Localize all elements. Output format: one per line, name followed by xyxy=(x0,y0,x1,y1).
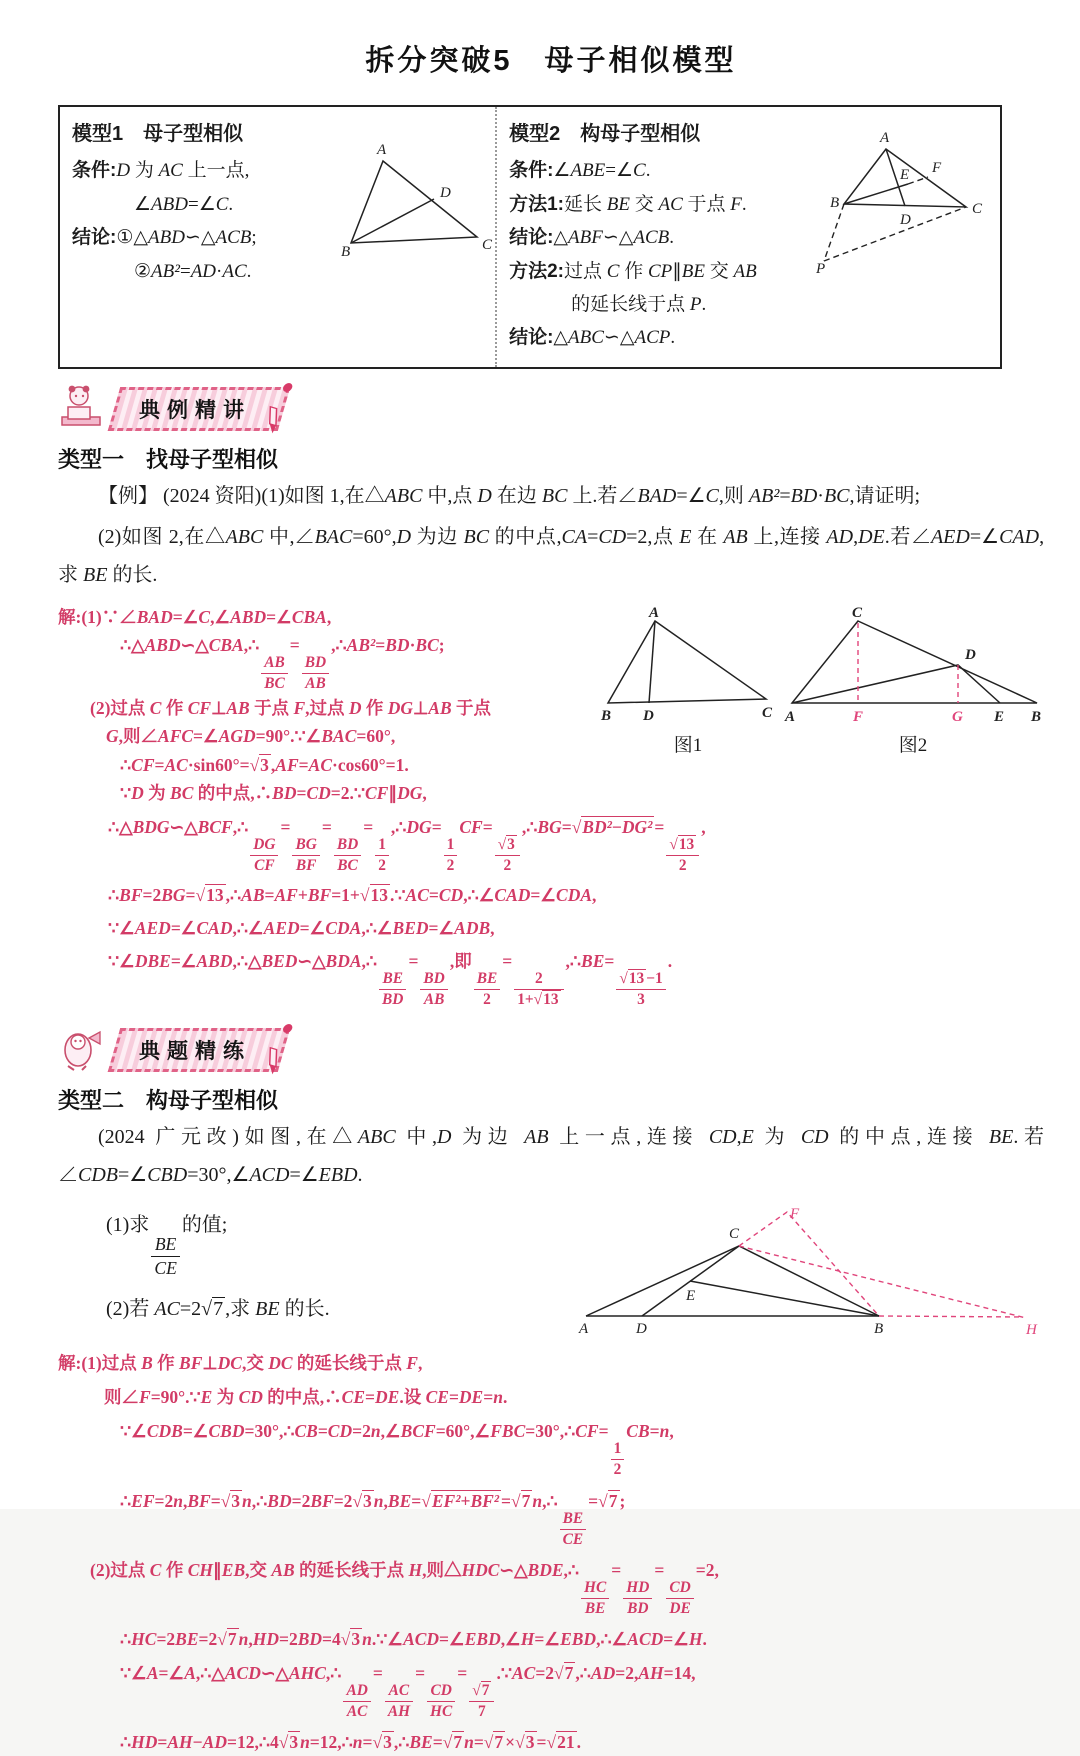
problem2-text xyxy=(58,1119,1044,1194)
solution1-left-column xyxy=(58,603,598,808)
row-text: D 为 AC 上一点, xyxy=(116,160,250,182)
section-badge xyxy=(108,1028,291,1072)
solution-line: ∵∠CDB=∠CBD=30°,∴CB=CD=2n,∠BCF=60°,∠FBC=30°,∴CF= $\frac{1}{2}$ CB=n, xyxy=(120,1421,674,1479)
vertex-label: C xyxy=(852,606,863,621)
student-mascot-icon xyxy=(58,383,104,431)
solution-line: ∴HD=AH−AD=12,∴4√3 n=12,∴n=√3 ,∴BE=√7 n=√7 ×√3 =√21 . xyxy=(120,1732,581,1753)
solution-line: ∴△ABD∽△CBA,∴ $\frac{AB}{BC}$ = $\frac{BD}{AB}$ ,∴AB²=BD·BC; xyxy=(120,634,445,693)
problem1-text xyxy=(58,478,1044,595)
vertex-label: D xyxy=(440,185,451,201)
solution1-full-lines xyxy=(58,814,1044,1011)
row-label: 结论: xyxy=(72,227,117,249)
vertex-label: A xyxy=(377,142,387,158)
model1-title: 模型1 母子型相似 xyxy=(72,123,244,145)
problem2-questions xyxy=(58,1196,574,1343)
vertex-label: E xyxy=(900,167,910,183)
badge-label: 典题精练 xyxy=(139,1040,251,1064)
solution-line: G,则∠AFC=∠AGD=90°.∵∠BAC=60°, xyxy=(106,726,396,747)
problem1-paragraph-1: 【例】 (2024 资阳)(1)如图 1,在△ABC 中,点 D 在边 BC 上.若∠BAD=∠C,则 AB²=BD·BC,请证明; xyxy=(98,484,921,507)
row-text: ∠ABE=∠C. xyxy=(553,160,651,182)
vertex-label: D xyxy=(965,646,976,663)
vertex-label: B xyxy=(341,244,351,259)
figure3-block xyxy=(574,1196,1044,1343)
type2-heading: 类型二 构母子型相似 xyxy=(58,1088,279,1114)
model1-row xyxy=(72,255,489,288)
solution-line: (2)过点 C 作 CH∥EB,交 AB 的延长线于点 H,则△HDC∽△BDE,∴ $\frac{HC}{BE}$ = $\frac{HD}{BD}$ = $\frac{CD}{DE}$ =2, xyxy=(90,1559,719,1617)
vertex-label: F xyxy=(790,1206,800,1223)
vertex-label: B xyxy=(1031,708,1042,725)
solution-line: 则∠F=90°.∵E 为 CD 的中点,∴CE=DE.设 CE=DE=n. xyxy=(104,1387,508,1408)
solution-line: ∴BF=2BG=√13 ,∴AB=AF+BF=1+√13 .∵AC=CD,∴∠CAD=∠CDA, xyxy=(108,884,597,905)
row-label: 方法1: xyxy=(509,193,564,215)
section-badge xyxy=(108,387,291,431)
solution1-figures xyxy=(598,603,1044,808)
model2-triangle-figure xyxy=(816,127,1004,279)
solution-line: ∵∠AED=∠CAD,∴∠AED=∠CDA,∴∠BED=∠ADB, xyxy=(108,917,495,938)
row-label: 条件: xyxy=(72,160,117,182)
vertex-label: B xyxy=(874,1321,884,1338)
row-text: △ABF∽△ACB. xyxy=(553,227,675,249)
solution1-block xyxy=(58,603,1044,808)
problem2-questions-row xyxy=(58,1196,1044,1343)
vertex-label: C xyxy=(482,237,493,253)
row-label: 结论: xyxy=(509,327,554,349)
solution-line: 解:(1)过点 B 作 BF⊥DC,交 DC 的延长线于点 F, xyxy=(58,1353,423,1374)
row-label: 方法2: xyxy=(509,260,564,282)
vertex-label: F xyxy=(853,708,864,725)
practice-badge-row xyxy=(58,1024,1044,1072)
page-title: 拆分突破5 母子相似模型 xyxy=(365,45,737,77)
vertex-label: A xyxy=(649,606,660,621)
model2-row xyxy=(509,288,994,321)
vertex-label: A xyxy=(880,130,890,146)
pencil-icon xyxy=(265,403,281,436)
figure2-triangle xyxy=(782,607,1044,725)
vertex-label: G xyxy=(952,708,963,725)
vertex-label: C xyxy=(762,704,773,721)
figure3-triangle xyxy=(574,1206,1044,1338)
row-label: 条件: xyxy=(509,160,554,182)
type1-heading: 类型一 找母子型相似 xyxy=(58,446,279,472)
lesson-badge-row xyxy=(58,383,1044,431)
solution-line: ∴△BDG∽△BCF,∴ $\frac{DG}{CF}$ = $\frac{BG}{BF}$ = $\frac{BD}{BC}$ = $\frac{1}{2}$ ,∴DG= $\frac{1}{2}$ CF= $\frac{√3}{2}$ ,∴BG=√BD²−DG² = $\frac{√13}{2}$ , xyxy=(108,816,706,874)
vertex-label: B xyxy=(830,195,840,211)
solution-line: ∴CF=AC·sin60°=√3 ,AF=AC·cos60°=1. xyxy=(120,754,409,775)
solution-line: ∵D 为 BC 的中点,∴BD=CD=2.∵CF∥DG, xyxy=(120,783,427,804)
question-1: (1)求 $\frac{BE}{CE}$ 的值; xyxy=(106,1214,228,1278)
vertex-label: C xyxy=(729,1226,740,1243)
vertex-label: D xyxy=(900,212,911,228)
vertex-label: E xyxy=(994,708,1005,725)
cheer-mascot-icon xyxy=(58,1024,104,1072)
figure2-caption: 图2 xyxy=(898,734,928,756)
model1-panel xyxy=(60,107,497,367)
figure1-triangle xyxy=(598,607,778,725)
model2-panel xyxy=(497,107,1000,367)
figure2-block xyxy=(782,607,1044,808)
vertex-label: P xyxy=(816,261,826,277)
row-text: 延长 BE 交 AC 于点 F. xyxy=(563,193,747,215)
solution-line: ∵∠A=∠A,∴△ACD∽△AHC,∴ $\frac{AD}{AC}$ = $\frac{AC}{AH}$ = $\frac{CD}{HC}$ = $\frac{√7}{7}$ .∵AC=2√7 ,∴AD=2,AH=14, xyxy=(120,1662,696,1721)
vertex-label: B xyxy=(601,707,612,724)
vertex-label: E xyxy=(686,1288,696,1305)
solution-line: (2)过点 C 作 CF⊥AB 于点 F,过点 D 作 DG⊥AB 于点 xyxy=(90,698,492,719)
figure1-caption: 图1 xyxy=(673,734,703,756)
vertex-label: F xyxy=(932,160,942,176)
row-text: △ABC∽△ACP. xyxy=(553,327,676,349)
vertex-label: D xyxy=(643,707,654,724)
problem1-paragraph-2: (2)如图 2,在△ABC 中,∠BAC=60°,D 为边 BC 的中点,CA=CD=2,点 E 在 AB 上,连接 AD,DE.若∠AED=∠CAD,求 BE 的长. xyxy=(58,526,1045,586)
question-2: (2)若 AC=2√7 ,求 BE 的长. xyxy=(106,1297,330,1320)
solution-line: 解:(1)∵∠BAD=∠C,∠ABD=∠CBA, xyxy=(58,606,332,627)
row-text: ②AB²=AD·AC. xyxy=(134,260,252,282)
model2-row xyxy=(509,321,994,354)
model1-triangle-figure xyxy=(341,141,493,259)
vertex-label: A xyxy=(579,1321,589,1338)
model2-title: 模型2 构母子型相似 xyxy=(509,123,701,145)
row-text: 过点 C 作 CP∥BE 交 AB xyxy=(563,260,757,282)
solution-line: ∴HC=2BE=2√7 n,HD=2BD=4√3 n.∵∠ACD=∠EBD,∠H=∠EBD,∴∠ACD=∠H. xyxy=(120,1628,707,1649)
solution2-block xyxy=(58,1349,1044,1756)
solution-line: ∴EF=2n,BF=√3 n,∴BD=2BF=2√3 n,BE=√EF²+BF² =√7 n,∴ $\frac{BE}{CE}$ =√7 ; xyxy=(120,1490,626,1548)
solution-line: ∵∠DBE=∠ABD,∴△BED∽△BDA,∴ $\frac{BE}{BD}$ = $\frac{BD}{AB}$ ,即 $\frac{BE}{2}$ = $\frac{2}{1+√13}$ ,∴BE= $\frac{√13 -1}{3}$ . xyxy=(108,950,673,1009)
row-label: 结论: xyxy=(509,227,554,249)
row-text: ①△ABD∽△ACB; xyxy=(116,227,257,249)
badge-label: 典例精讲 xyxy=(139,398,251,422)
row-text: 的延长线于点 P. xyxy=(571,293,707,315)
badge-dot xyxy=(282,383,294,392)
vertex-label: A xyxy=(785,708,796,725)
figure1-block xyxy=(598,607,778,808)
vertex-label: C xyxy=(972,201,983,217)
problem2-paragraph: (2024 广元改)如图,在△ABC 中,D 为边 AB 上一点,连接 CD,E 为 CD 的中点,连接 BE.若∠CDB=∠CBD=30°,∠ACD=∠EBD. xyxy=(58,1126,1045,1186)
models-box xyxy=(58,105,1002,369)
vertex-label: D xyxy=(636,1321,647,1338)
row-text: ∠ABD=∠C. xyxy=(134,193,234,215)
badge-dot xyxy=(282,1024,294,1033)
pencil-icon xyxy=(265,1045,281,1078)
vertex-label: H xyxy=(1026,1322,1037,1339)
